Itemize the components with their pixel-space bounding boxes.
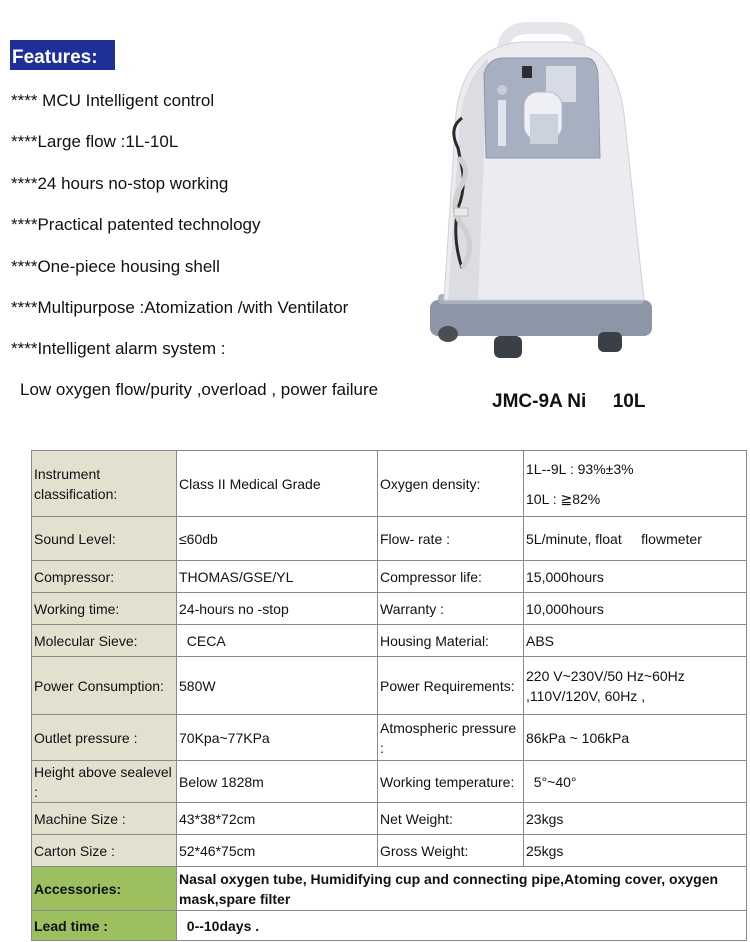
power-requirements-label: Power Requirements: (378, 657, 524, 715)
flow-label: Flow- rate : (378, 517, 524, 561)
feature-item: ****Intelligent alarm system : (11, 339, 226, 359)
table-row (32, 911, 747, 941)
warranty-value: 10,000hours (524, 593, 747, 625)
atmospheric-pressure-label: Atmospheric pressure : (378, 715, 524, 761)
model-title: JMC-9A Ni 10L (492, 391, 646, 412)
gross-weight-value: 25kgs (524, 835, 747, 867)
compressor-label: Compressor: (32, 561, 177, 593)
accessories-value: Nasal oxygen tube, Humidifying cup and connecting pipe,Atoming cover, oxygen mask,spare filter (177, 867, 747, 911)
warranty-label: Warranty : (378, 593, 524, 625)
compressor-life-label: Compressor life: (378, 561, 524, 593)
carton-size-value: 52*46*75cm (177, 835, 378, 867)
housing-label: Housing Material: (378, 625, 524, 657)
machine-size-value: 43*38*72cm (177, 803, 378, 835)
sound-value: ≤60db (177, 517, 378, 561)
power-consumption-value: 580W (177, 657, 378, 715)
table-row (32, 625, 747, 657)
req-line-2: ,110V/120V, 60Hz , (526, 687, 646, 704)
table-row (32, 561, 747, 593)
instrument-value: Class II Medical Grade (177, 451, 378, 517)
outlet-pressure-label: Outlet pressure : (32, 715, 177, 761)
working-time-value: 24-hours no -stop (177, 593, 378, 625)
machine-size-label: Machine Size : (32, 803, 177, 835)
outlet-pressure-value: 70Kpa~77KPa (177, 715, 378, 761)
sound-label: Sound Level: (32, 517, 177, 561)
lead-time-value: 0--10days . (177, 911, 747, 941)
sieve-value: CECA (177, 625, 378, 657)
table-row (32, 451, 747, 517)
net-weight-value: 23kgs (524, 803, 747, 835)
table-row (32, 517, 747, 561)
feature-item: ****One-piece housing shell (11, 256, 220, 276)
instrument-label: Instrument classification: (32, 451, 177, 517)
power-consumption-label: Power Consumption: (32, 657, 177, 715)
working-temperature-label: Working temperature: (378, 761, 524, 803)
table-row (32, 867, 747, 911)
feature-item: ****Practical patented technology (11, 215, 261, 235)
feature-item: **** MCU Intelligent control (11, 91, 215, 110)
flow-value: 5L/minute, float flowmeter (524, 517, 747, 561)
density-value (524, 451, 747, 517)
req-line-1: 220 V~230V/50 Hz~60Hz (526, 667, 685, 684)
table-row (32, 715, 747, 761)
feature-item: ****Large flow :1L-10L (11, 132, 179, 152)
accessories-label: Accessories: (32, 867, 177, 911)
features-list (11, 90, 348, 380)
density-label: Oxygen density: (378, 451, 524, 517)
height-label: Height above sealevel : (32, 761, 177, 803)
working-temperature-value: 5°~40° (524, 761, 747, 803)
working-time-label: Working time: (32, 593, 177, 625)
atmospheric-pressure-value: 86kPa ~ 106kPa (524, 715, 747, 761)
feature-item: ****Multipurpose :Atomization /with Ventilator (11, 297, 349, 317)
table-row (32, 593, 747, 625)
table-row (32, 803, 747, 835)
housing-value: ABS (524, 625, 747, 657)
features-heading: Features: (10, 40, 115, 70)
wheel-shape (494, 336, 522, 358)
carton-size-label: Carton Size : (32, 835, 177, 867)
height-value: Below 1828m (177, 761, 378, 803)
feature-item: ****24 hours no-stop working (11, 173, 229, 193)
spec-table (31, 450, 747, 941)
compressor-value: THOMAS/GSE/YL (177, 561, 378, 593)
power-requirements-value (524, 657, 747, 715)
sieve-label: Molecular Sieve: (32, 625, 177, 657)
density-line-1: 1L--9L : 93%±3% (526, 460, 634, 477)
gross-weight-label: Gross Weight: (378, 835, 524, 867)
table-row (32, 761, 747, 803)
oxygen-concentrator-image (418, 18, 658, 370)
table-row (32, 657, 747, 715)
net-weight-label: Net Weight: (378, 803, 524, 835)
lead-time-label: Lead time : (32, 911, 177, 941)
density-line-2: 10L : ≧82% (526, 490, 601, 507)
alarm-detail: Low oxygen flow/purity ,overload , power failure (20, 380, 379, 399)
base-shape (430, 300, 652, 336)
compressor-life-value: 15,000hours (524, 561, 747, 593)
table-row (32, 835, 747, 867)
